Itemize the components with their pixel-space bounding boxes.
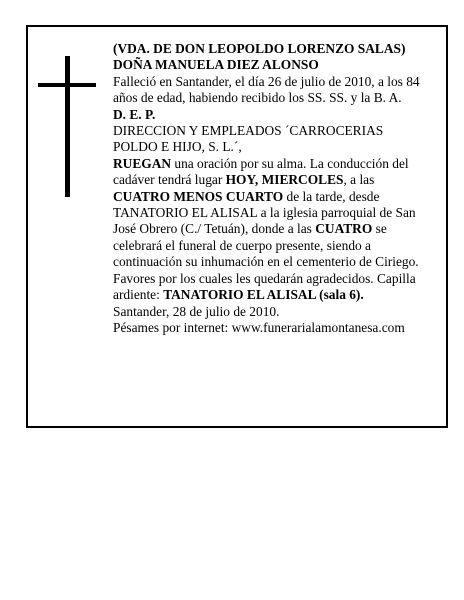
condolences-line: Pésames por internet: www.funerarialamontanesa.com	[113, 319, 405, 335]
company-line: DIRECCION Y EMPLEADOS ´CARROCERIAS POLDO E HIJO, S. L.´,	[113, 123, 384, 155]
ceremony-paragraph: RUEGAN una oración por su alma. La conducción del cadáver tendrá lugar HOY, MIERCOLES, a las CUATRO MENOS CUARTO de la tarde, desde TANATORIO EL ALISAL a la iglesia parroquial de San José Obrero (C./ Tetuán), donde a las CUATRO se celebrará el funeral de cuerpo presente, siendo a continuación su inhumación en el cementerio de Ciriego. Favores por los cuales les quedarán agradecidos. Capilla ardiente: TANATORIO EL ALISAL (sala 6).	[113, 155, 419, 303]
cross-icon-bar	[38, 83, 96, 87]
obituary-text	[113, 41, 431, 336]
rip-line: D. E. P.	[113, 106, 156, 122]
widow-line: (VDA. DE DON LEOPOLDO LORENZO SALAS)	[113, 41, 406, 56]
date-line: Santander, 28 de julio de 2010.	[113, 303, 280, 319]
deceased-name: DOÑA MANUELA DIEZ ALONSO	[113, 57, 319, 73]
death-info: Falleció en Santander, el día 26 de julio de 2010, a los 84 años de edad, habiendo recibido los SS. SS. y la B. A.	[113, 73, 420, 106]
cross-icon	[65, 56, 70, 197]
